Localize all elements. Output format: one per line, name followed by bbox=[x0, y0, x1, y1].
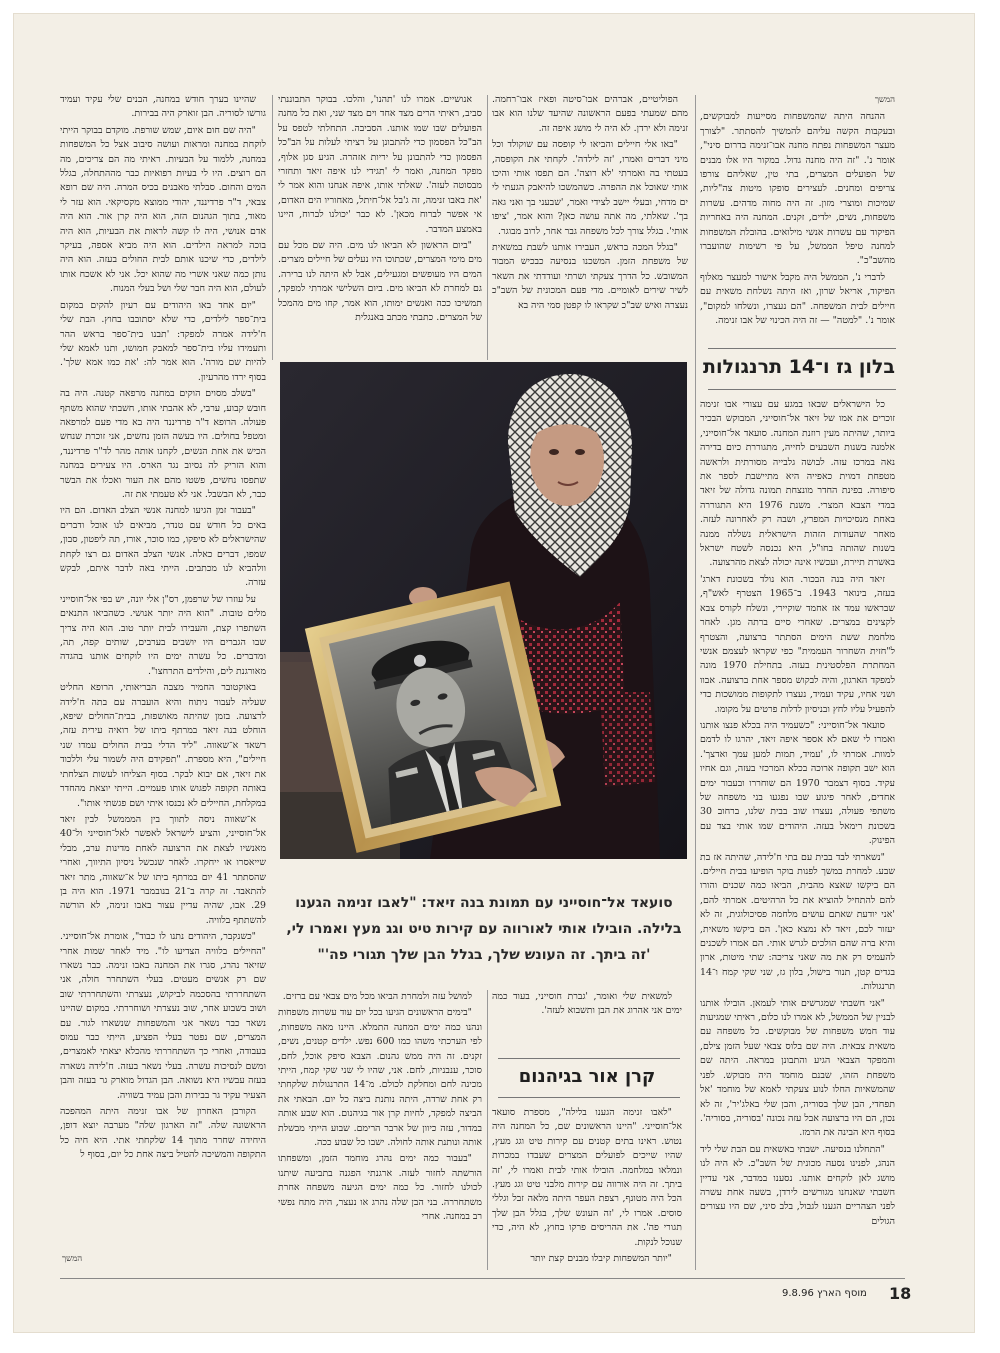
paragraph: "בעבור כמה ימים נהרג מוחמד הזמן, ומשפחתו הורשתה לחזור לעזה. ארגנתי הפגנה בתביעה שיתנו לכולנו לחזור. כל כמה ימים הגיעה משפחה אחרת משתחררה. בני הבן שלה נהרג או נעצר, היה מתח נפשי רב במחנה. אחרי bbox=[278, 1153, 482, 1223]
paragraph: "בגלל המכה בראש, העבירו אותנו לשבת במשאית של משפחת הזמן. המשכנו בנסיעה כבכיש המבוד המשובש. כל הדרך צעקתי ושרתי ועודדתי את השאר לשיר שירים לאומיים. מדי פעם המכונית של השב"כ נעצרה ואיש שב"כ שקראו לו קפטן סמי היה בא bbox=[492, 242, 688, 311]
continued-label: המשך bbox=[874, 95, 895, 105]
column-divider bbox=[487, 95, 488, 360]
column-3-bottom bbox=[278, 990, 482, 1272]
headline-right: בלון גז ו־14 תרנגולות bbox=[703, 356, 895, 378]
paragraph: "בימים הראשונים הגיעו בכל יום עוד עשרות משפחות ונהנו כמה ימים המחנה התמלא. היינו מאה משפחות, לפי הערכתי משהו כמו 600 נפש. ילדים קטנים, נשים, זקנים. זה היה ממש גהנום. הצבא סיפק אוכל, לחם, סוכר, ענבניות, לחם. אני, שהיו לי שני שקי קמח, הייתי מכינה לחם ומחלקת לכולם. מ־14 התרנגולות שלקחתי רק אחת שרדה, היתה נותנת ביצה כל יום. הבאתי את הביצה למפקד, לחיות קרן אור בגיהנום. הוא שבע אותה במדור, עזה כיוון של ארבר הרימם. שבוע הייתי מבשלת אותה ונותנת אותה לחולה. ישבו כל שבוע ככה. bbox=[278, 1007, 482, 1149]
photo-caption: סועאד אל־חוסייני עם תמונת בנה זיאד: "לאבו זנימה הגענו בלילה. הובילו אותי לאורווה עם קירות טיט וגג מעץ ואמרו לי, 'זה ביתך. זה העונש שלך, בגלל הבן שלך תגורי פה'" bbox=[286, 895, 682, 963]
column-2-bottom bbox=[492, 990, 682, 1030]
column-2-after-headline bbox=[492, 1106, 682, 1274]
paragraph: זיאד היה בנה הבכור. הוא נולד בשכונת דארג' בעזה, בינואר 1943. ב־1965 הצטרף לאש"ף, שבראשו עמד אז אחמד שוקיירי, ונשלח לקורס צבא לקצינים במצרים. שאחרי סיים ברתה מגן. לאחר מלחמת ששת הימים הסתתר ברצועה, והצטרף ל"חזית השחרור העממית" כפי שקראו לעצמם אנשי המחתרת הפלסטינית בעזה. בתחילת 1970 מונה למפקד הארגון, והיה לבקוש מספר אחת ברצועה. אבוו ושני אחיו, עקיד ועמיד, נעצרו לתקופות ממושכות כדי להפעיל עליו לחץ ובניסיון לדלות פרטים על מקומו. bbox=[700, 573, 895, 715]
headline-rule bbox=[708, 348, 896, 349]
paragraph: ההנחה היתה שהמשפחות מסייעות למבוקשים, ובעקבות הקשה עליהם להמשיך להסתתר. "לצורך מעצר המשפחות נפתח מחנה אבו־זנימה בדרום סיני", אומר נ'. "זה היה מחנה גדול. במקור היו אלו מבנים של הפועלים המצרים, בתי טין, שאליהם צורפו צריפים ומחנים. לעצירים סופקו מיטות צה"ליות, שמיכות ומוצרי מזון. זה היה מחוה מדהים. עשרות משפחות, נשים, ילדים, זקנים. המחנה היה באחריות הפיקוד עם עשרות אנשי מילואים. בהובלת המשפחות למחנה טיפל הממשל, על פי רשימות שהועברו מהשב"כ". bbox=[700, 111, 895, 267]
column-divider bbox=[695, 95, 696, 1270]
photo-mother-with-portrait bbox=[280, 362, 687, 859]
paragraph: סועאד אל־חוסייני: "כשעמיד היה בכלא פנצו אותנו ואמרו לי שאם לא אספר איפה זיאד, יהרגו לו לדמם למוות. אמרתי לו, 'עמיד, תמות למען עמך ואדצך'. הוא ישב תקופה ארוכה בכלא המרכזי בעזה, וגם אחיו עקיד. בסוף דצמבר 1970 הם שוחררו ובעבור ימים אחדים, לאחר פיגוע שבו נפגעו בני משפחה של משתפי פעולה, נעצרו שוב בבית שלנו, ברחוב 30 בשכונת רימאל בעזה. היהודים שמו אותי בצד עם הפינוק. bbox=[700, 719, 895, 847]
paragraph: "כשנקבר, היהודים נתנו לו כבוד", אומרת אל־חוסייני. "החיילים בלוויה הצדיעו לו". מיד לאחר שמות אחרי שזיאד נהרג, סגרו את המחנה באבו זנימה. כבר נשארו שם רק אנשים מעטים. בעלי השתחרר חולה, אני השתחררתי בהסכמה לביקוש, נעצרתי והשתחררתי שוב ושוב בשבוע אחר, שוב נעצרתי ושוחררתי. במקום שהיינו נשאר כבר נשאר אני והמשפחות שנשארו לגור. עם המצרים, שם נפטר בעלי הפציע, הייתי כבר עמוס בעבודה, ואחרי כך השתחררתי מהכלא יצאתי לאמצרים, ומשם לנסיכות עשרה. בעלי נשאר בעזה. ח'לידה נשארה בעזה עבשיו היא נשואה. הבן הגדול מוארק גר בעזה והבן הצעיר עקיד גר בבירות והבן עמיד בשוויה. bbox=[60, 931, 266, 1101]
paragraph: "התחלנו בנסיעה. ישבתי באשאית עם הבת שלי ליד הנהג, לפנינו נסעה מכונית של השב"כ. לא היה לנו מושג לאן לוקחים אותנו. נסענו במדבר, אני עדיין חשבתי שאנחנו מגורשים לירדן, בשעה אחת עשרה לפני הצהריים הגענו לגבול, בלב סיני, שם היו עצורים הגולים bbox=[700, 1143, 895, 1227]
paragraph: למושל עזה ולמחרת הביאו מכל מים צבאי עם ברזים. bbox=[282, 991, 472, 1002]
paragraph: שהיינו בערך חודש במחנה, הבנים שלי עקיד ועמיד גורשו לסוריה. הבן זוארק היה בבירות. bbox=[60, 94, 266, 120]
column-right-top bbox=[700, 93, 895, 341]
column-left bbox=[60, 93, 266, 1265]
column-right-body bbox=[700, 398, 895, 1276]
page-number: 18 bbox=[889, 1284, 912, 1303]
paragraph: א־שאווה ניסה לתווך בין המממשל לבין זיאד אל־חוסייני, והציע לישראל לאפשר לאל־חוסייני ול־40 מאנשיו לצאת את הרצועה לאחת מדינות ערב, מבלי שייאסרו או ייחקרו. לאחר שנכשל ניסיון התיווך, ואחרי שהסתתר 41 יום במרתף ביתו של א־שאווה, מתר זיאד להתאבד. זה קרה ב־21 בנובמבר 1971. הוא היה בן 29. אבו, שהיה עדיין עצור באבו זנימה, לא הורשה להשתתף בלוויה. bbox=[60, 813, 266, 926]
footer-rule bbox=[60, 1278, 905, 1279]
paragraph: הפוליטיים, אברהים אבו־סיטה ופאיז אבו־רחמה. מהם שמעתי בפעם הראשונה שהיעד שלנו הוא אבו זנימה ולא ירדן. לא היה לי מושג איפה זה. bbox=[492, 94, 688, 134]
issue-label: מוסף הארץ 9.8.96 bbox=[782, 1288, 867, 1299]
paragraph: אנושיים. אמרו לנו 'תהנו', והלכו. בבוקר התבוננתי סביב, ראיתי הרים מצד אחד וים מצד שני, ואת כל מחנה הפועלים שבו שמו אותנו. הסביבה. התחלתי לטפס על הב"כל הפסמון כדי להתבונן על רציתי לעלות על הב"כל הפסמון כדי להתבונן על יריות אזהרה. הגיע סגן אלוף, מפקד המחנה, ואמר לי 'תגידי לנו איפה זיאד ותחזרי מבסוטה לעזה'. שאלתי אותו, איפה אנחנו והוא אמר לי 'את באבו זנימה, זה ג'בל אל־חיתל, מאחוריו הים האדום, אי אפשר לברוח מכאן'. לא כבר 'יכולנו לברוח, היינו באמצע המדבר. bbox=[278, 94, 482, 235]
paragraph: לדברי נ', הממשל היה מקבל אישור למעצר מאלוף הפיקוד, אריאל שרון, ואז היתה נשלחת משאית עם חיילים לבית המשפחה. "הם נעצרו, ונשלחו למקום", אומר נ'. "למטה" — זה היה הכינוי של אבו זנימה. bbox=[700, 271, 895, 327]
paragraph: "בעבור זמן הגיעו למחנה אנשי הצלב האדום. הם היו באים כל חודש עם טנדר, מביאים לנו אוכל ודברים שהישראלים לא סיפקו, כמו סוכר, אורז, תה ליפטון, סבון, שמפו, דברים כאלה. אנשי הצלב האדום גם רצו לקחת וולהביא לנו מכתבים. הייתי באה לדבר איתם, לבקש עזרה. bbox=[60, 505, 266, 589]
headline-middle: קרן אור בגיהנום bbox=[518, 1066, 656, 1087]
paragraph: "היה שם חום איום, שמש שורפת. מוקדם בבוקר הייתי לוקחת במחנה ומראות ועושה סיבוב אצל כל המשפחות במחנה, ללמוד על הבעיות. ראיתי מה הם צריכים, מה הם רוצים. היו לי בעיות רפואיות כבר מההתחלה, בגלל המים והחום. סבלתי מאבנים בכיס המרה. היה שם רופא צבאי, ד"ר פרדיננד, יהודי ממוצא מקסיקאי. הוא עזר לי מאוד, בתוך הגהנום הזה, הוא היה קרן אור. הוא היה אדם אנושי, היה לו קשה לראות את הבעיות, הוא היה בוכה למראה הילדים. הוא היה מביא אספה, בעיקר לילדים, כדי שיכנו אותם לבית החולים בעזה. הוא היה נותן כמה שאני אשרי מה שהוא יכל. אני לא אשכח אותו לעולם, הוא היה חבר שלי ושל בעלי המנוח. bbox=[60, 124, 266, 295]
paragraph: "יום אחד באו היהודים עם רעיון להקים במקום בית־ספר לילדים, כדי שלא יסתובבו בחוץ. הבת שלי ח'לידה אמרה למפקד: 'תבנו בית־ספר בראש ההר ותעמידו עליו בית־ספר למאבק חמושו, ותנו לאמא שלי להיות שם מורה'. הוא אמר לה: 'את כמו אמא שלך'. בסוף ירדו מהרעיון. bbox=[60, 299, 266, 383]
paragraph: "לאבו זנימה הגענו בלילה", מספרת סועאד אל־חוסייני. "היינו הראשונים שם, כל המחנה היה נטוש. ראינו בתים קטנים עם קירות טיט וגג מעץ, שהיו שייכים לפועלים המצרים שעבדו במכרות ונמלאו במלחמה. הובילו אותי לבית ואמרו לי, 'זה ביתך. זה היה אורווה עם קירות מלבני טיט וגג מעץ. הכל היה מטונף, רצפת העפר היתה מלאה זבל וגללי סוסים. אמרו לי, 'זה העונש שלך, בגלל הבן שלך תגורי פה'. את ההריסים פרקו בחוץ, לא היה, כדי שנוכל לנקות. bbox=[492, 1107, 682, 1248]
headline-rule bbox=[498, 1097, 680, 1098]
paragraph: "אני חשבתי שמגרשים אותי לעמאן. הובילו אותנו לבניין של הממשל, לא אמרו לנו כלום, ראיתי שמגיעות עוד חמש משפחות של מבוקשים. כל משפחה עם משאית צבאית. היה שם בלוס צבאי שעל הזמן צילם, והמפקד הצבאי הגיע והתבונן במראה. היתה שם משפחת הזהו, שבנם מוחמד היה מבוקש. לפני שהמשאיות החלו לנוע צעקתי לאמא של מוחמד 'אל תפחדי, הבן שלך בסוריה, והבן שלי באלג'יר', זה לא נכון, הם היו ברצועה אבל עזה נכונה 'בסוריה, בסוריה'. בסוף היא הבינה את הרמז. bbox=[700, 997, 895, 1139]
paragraph: "נשארתי לבד בבית עם בתי ח'לידה, שהיתה אז בת שבע. למחרת במשך לפנות בוקר הופיעו בבית חיילים. הם ביקשו שאצא מהבית, הביאו כמה שכנים והורו להם להתחיל להוציא את כל הרהיטים. אמרתי להם, 'אני יודעת שאתם עושים מלחמה פסיכולוגית, זה לא יעזור לכם, זיאד לא נמצא כאן'. הם ביקשו משאית, והיא ברה שהם הולכים לגרש אותי. הם אמרו לשכנים להעמיס רק את מה שאני צריכה: שתי מיטות, ארון בגדים קטן, תנור בישול, בלון גז, שני שקי קמח ו־14 תרנגולות. bbox=[700, 851, 895, 993]
paragraph: כל הישראלים שבאו במגע עם עצורי אבו זנימה זוכרים את אמו של זיאד אל־חוסייני, המבוקש הבכיר ביותר, שהיתה מעין רוזנת המחנה. סועאד אל־חוסייני, אלמנה בשנות השבעים לחייה, מתגוררת כיום בדירה נאה במרכז עזה. לבושה גלבייה מסורתית ולראשה מטפחת דמוית כאפייה היא מתיישבת לספר את סיפורה. בפינת החדר מונצחת תמונה גדולה של זיאד במדי הצבא המצרי. משנת 1976 היא התגוררה באחת מנסיכויות המפרץ, ושבה רק לאחרונה לעזה. מאחר שהעודות הזהות הישראלית נשללה ממנה בשנות שהותה בחו"ל, היא נכנסה לשטח ישראל באשרת תיירת, ועכשיו אינה יכולה לצאת מהרצועה. bbox=[700, 399, 895, 569]
paragraph: הקורבן האחרון של אבו זנימה היתה המהפכה הראשונה שלה. "זה הארגון שלה" מערבה יוצא דופן, היחידה שחרר מתוך 14 שלקחתי אתי. היא חיה כל התקופה והמשיכה להטיל ביצה אחת כל יום, בסוף ל bbox=[60, 1106, 266, 1161]
paragraph: באוקטובר החמיר מצבה הבריאותי, הרופא החליט שעליה לעבור ניתוח והיא הועברה עם בתה ח'לידה לרצועה. בזמן שהיתה מאושפזת, בבית־החולים שיפא, הוחלט בנה זיאד במרתף ביתו של רואיה עירית עזה, רשאד א־שאווה. "ליד הדלי בבית החולים עמדו שני חיילים", היא מספרת. "תפקידם היה לשמור עלי וללכוד את זיאד, אם יבוא לבקר. בסוף הצליחו לעשות הצלחתי באותה תקופה לפגוש אותו פעמיים. הייתי יוצאת מהחדר במקלחת, החיילים לא נכנסו איתי ושם פגשתי אותו". bbox=[60, 682, 266, 809]
headline-rule bbox=[708, 389, 896, 390]
paragraph: "בשלב מסוים הוקים במחנה מרפאה קטנה. היה בה חובש קבוע, ערבי, לא אהבתי אותו, חשבתי שהוא משתף פעולה. הרופא ד"ר פרדיננד היה בא מדי פעם למרפאה ומטפל בחולים. היו בעשה הזמן נחשים, אני זוכרת שנחש הכיש את אחת הנשים, לקחנו אותה מהר לד"ר פרדיננד, והוא הזריק לה נסיוב נגד הארס. היו צעירים במחנה שתפסו נחשים, פשטו מהם את העור ואכלו את הבשר כבר, לא הבשבל. אני לא טעמתי את זה. bbox=[60, 388, 266, 500]
column-divider bbox=[487, 990, 488, 1270]
photo-illustration bbox=[280, 362, 687, 859]
paragraph: על עוזרו של שרפמן, רס"ן אלי יונה, יש בפי אל־חוסייני מלים טובות. "הוא היה יותר אנושי. כשהביאו התנאים השתפרו קצת, והעבירו לבית יותר טוב. הוא היה צריך שבו הגברים היו יושבים בערבים, שותים קפה, תה, ומדברים. כל עשרה ימים היו לוקחים אותנו בהגדה מאורגנת לים, והילדים התרחצו". bbox=[60, 593, 266, 677]
headline-rule bbox=[498, 1058, 680, 1059]
paragraph: למשאית שלי ואומר, 'גברת חוסייני, בעוד כמה ימים אני אהרוג את הבן ותשבוא לעזה'. bbox=[492, 991, 682, 1017]
paragraph: "יותר המשפחות קיבלו מבנים קצת יותר bbox=[530, 1253, 672, 1265]
paragraph: "באו אלי חיילים והביאו לי קופסה עם שוקולד וכל מיני דברים ואמרו, 'זה לילדה'. לקחתי את הקופסה, בעטתי בה ואמרתי 'לא רוצה'. הם תפסו אותי והיכו אותי שאוכל את ההפרה. כשהמשכו להיאבק הגעתי לי ים מדחי, ובעלי יישב לצידי ואמר, 'שבעני בך ואני גאה בך'. שאלתי, מה אתה עושה כאן? והוא אמר, 'ציפו אותי'. בגלל צורך לכל משפחה גבר אחר, לרוב מבוגר. bbox=[492, 139, 688, 237]
paragraph: "ביום הראשון לא הביאו לנו מים. היה שם מכל עם מים מימי המצרים, שכתוכו היו נעלים של חיילים מצרים. המים היו מעופשים ומגעילים, אבל לא היתה לנו ברירה. גם למחרת לא הביאו מים. ביום השלישי אמרתי למפקד, תמשיכו ככה ואנשים ימותו, הוא אמר, קחו מים מהמכל של המצרים. כתבתי מכתב באנגלית bbox=[278, 240, 482, 324]
continued-label-bottom: המשך bbox=[62, 1254, 83, 1264]
column-2-top bbox=[492, 93, 688, 358]
column-3-top bbox=[278, 93, 482, 358]
column-divider bbox=[272, 95, 273, 360]
